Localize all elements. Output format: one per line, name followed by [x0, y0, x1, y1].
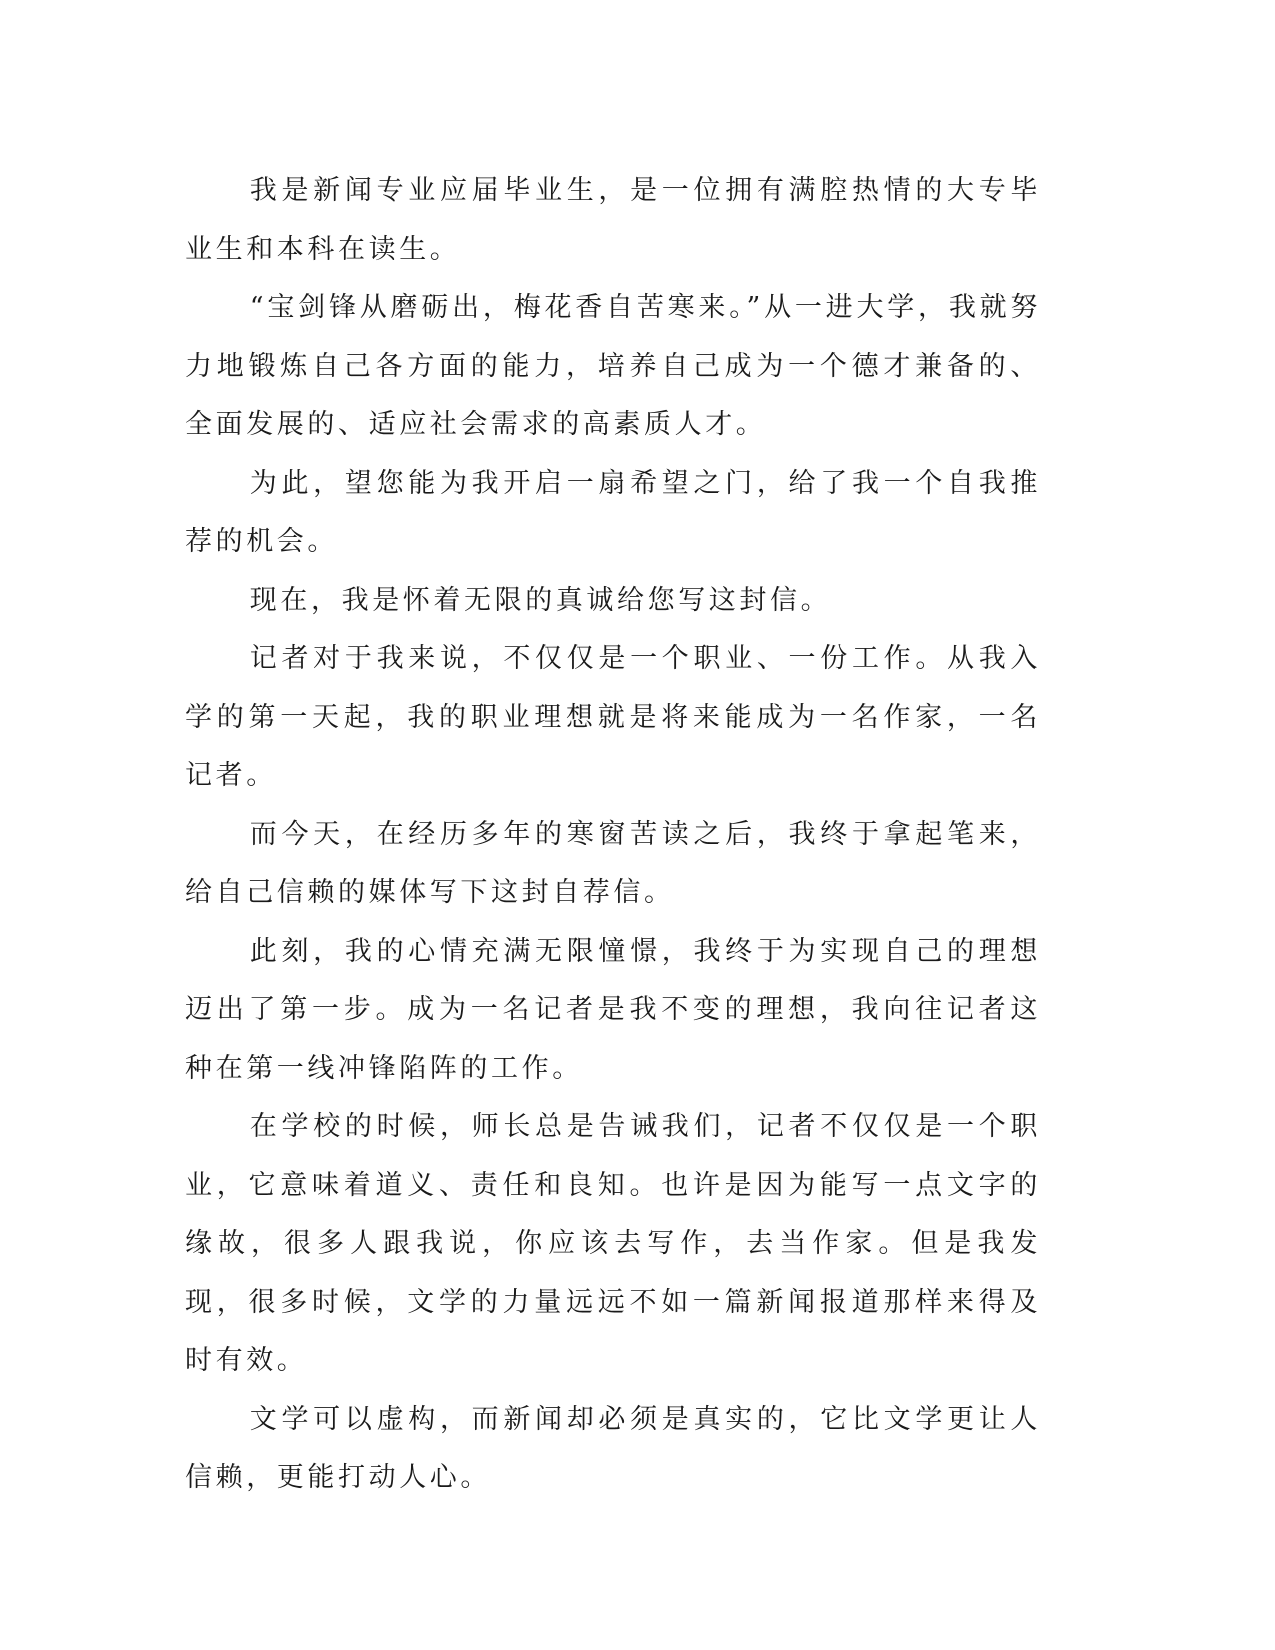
paragraph: “宝剑锋从磨砺出，梅花香自苦寒来。”从一进大学，我就努力地锻炼自己各方面的能力，培养自己成为一个德才兼备的、全面发展的、适应社会需求的高素质人才。	[185, 292, 1041, 440]
paragraph: 为此，望您能为我开启一扇希望之门，给了我一个自我推荐的机会。	[185, 467, 1041, 557]
paragraph: 我是新闻专业应届毕业生，是一位拥有满腔热情的大专毕业生和本科在读生。	[185, 175, 1041, 265]
paragraph: 此刻，我的心情充满无限憧憬，我终于为实现自己的理想迈出了第一步。成为一名记者是我不变的理想，我向往记者这种在第一线冲锋陷阵的工作。	[185, 935, 1041, 1084]
paragraph: 而今天，在经历多年的寒窗苦读之后，我终于拿起笔来，给自己信赖的媒体写下这封自荐信。	[185, 818, 1041, 908]
paragraph: 记者对于我来说，不仅仅是一个职业、一份工作。从我入学的第一天起，我的职业理想就是将来能成为一名作家，一名记者。	[185, 643, 1041, 791]
paragraph: 现在，我是怀着无限的真诚给您写这封信。	[249, 584, 832, 616]
paragraph: 文学可以虚构，而新闻却必须是真实的，它比文学更让人信赖，更能打动人心。	[185, 1403, 1041, 1493]
paragraph: 在学校的时候，师长总是告诫我们，记者不仅仅是一个职业，它意味着道义、责任和良知。也许是因为能写一点文字的缘故，很多人跟我说，你应该去写作，去当作家。但是我发现，很多时候，文学的力量远远不如一篇新闻报道那样来得及时有效。	[185, 1111, 1041, 1376]
letter-body	[185, 162, 1041, 1508]
